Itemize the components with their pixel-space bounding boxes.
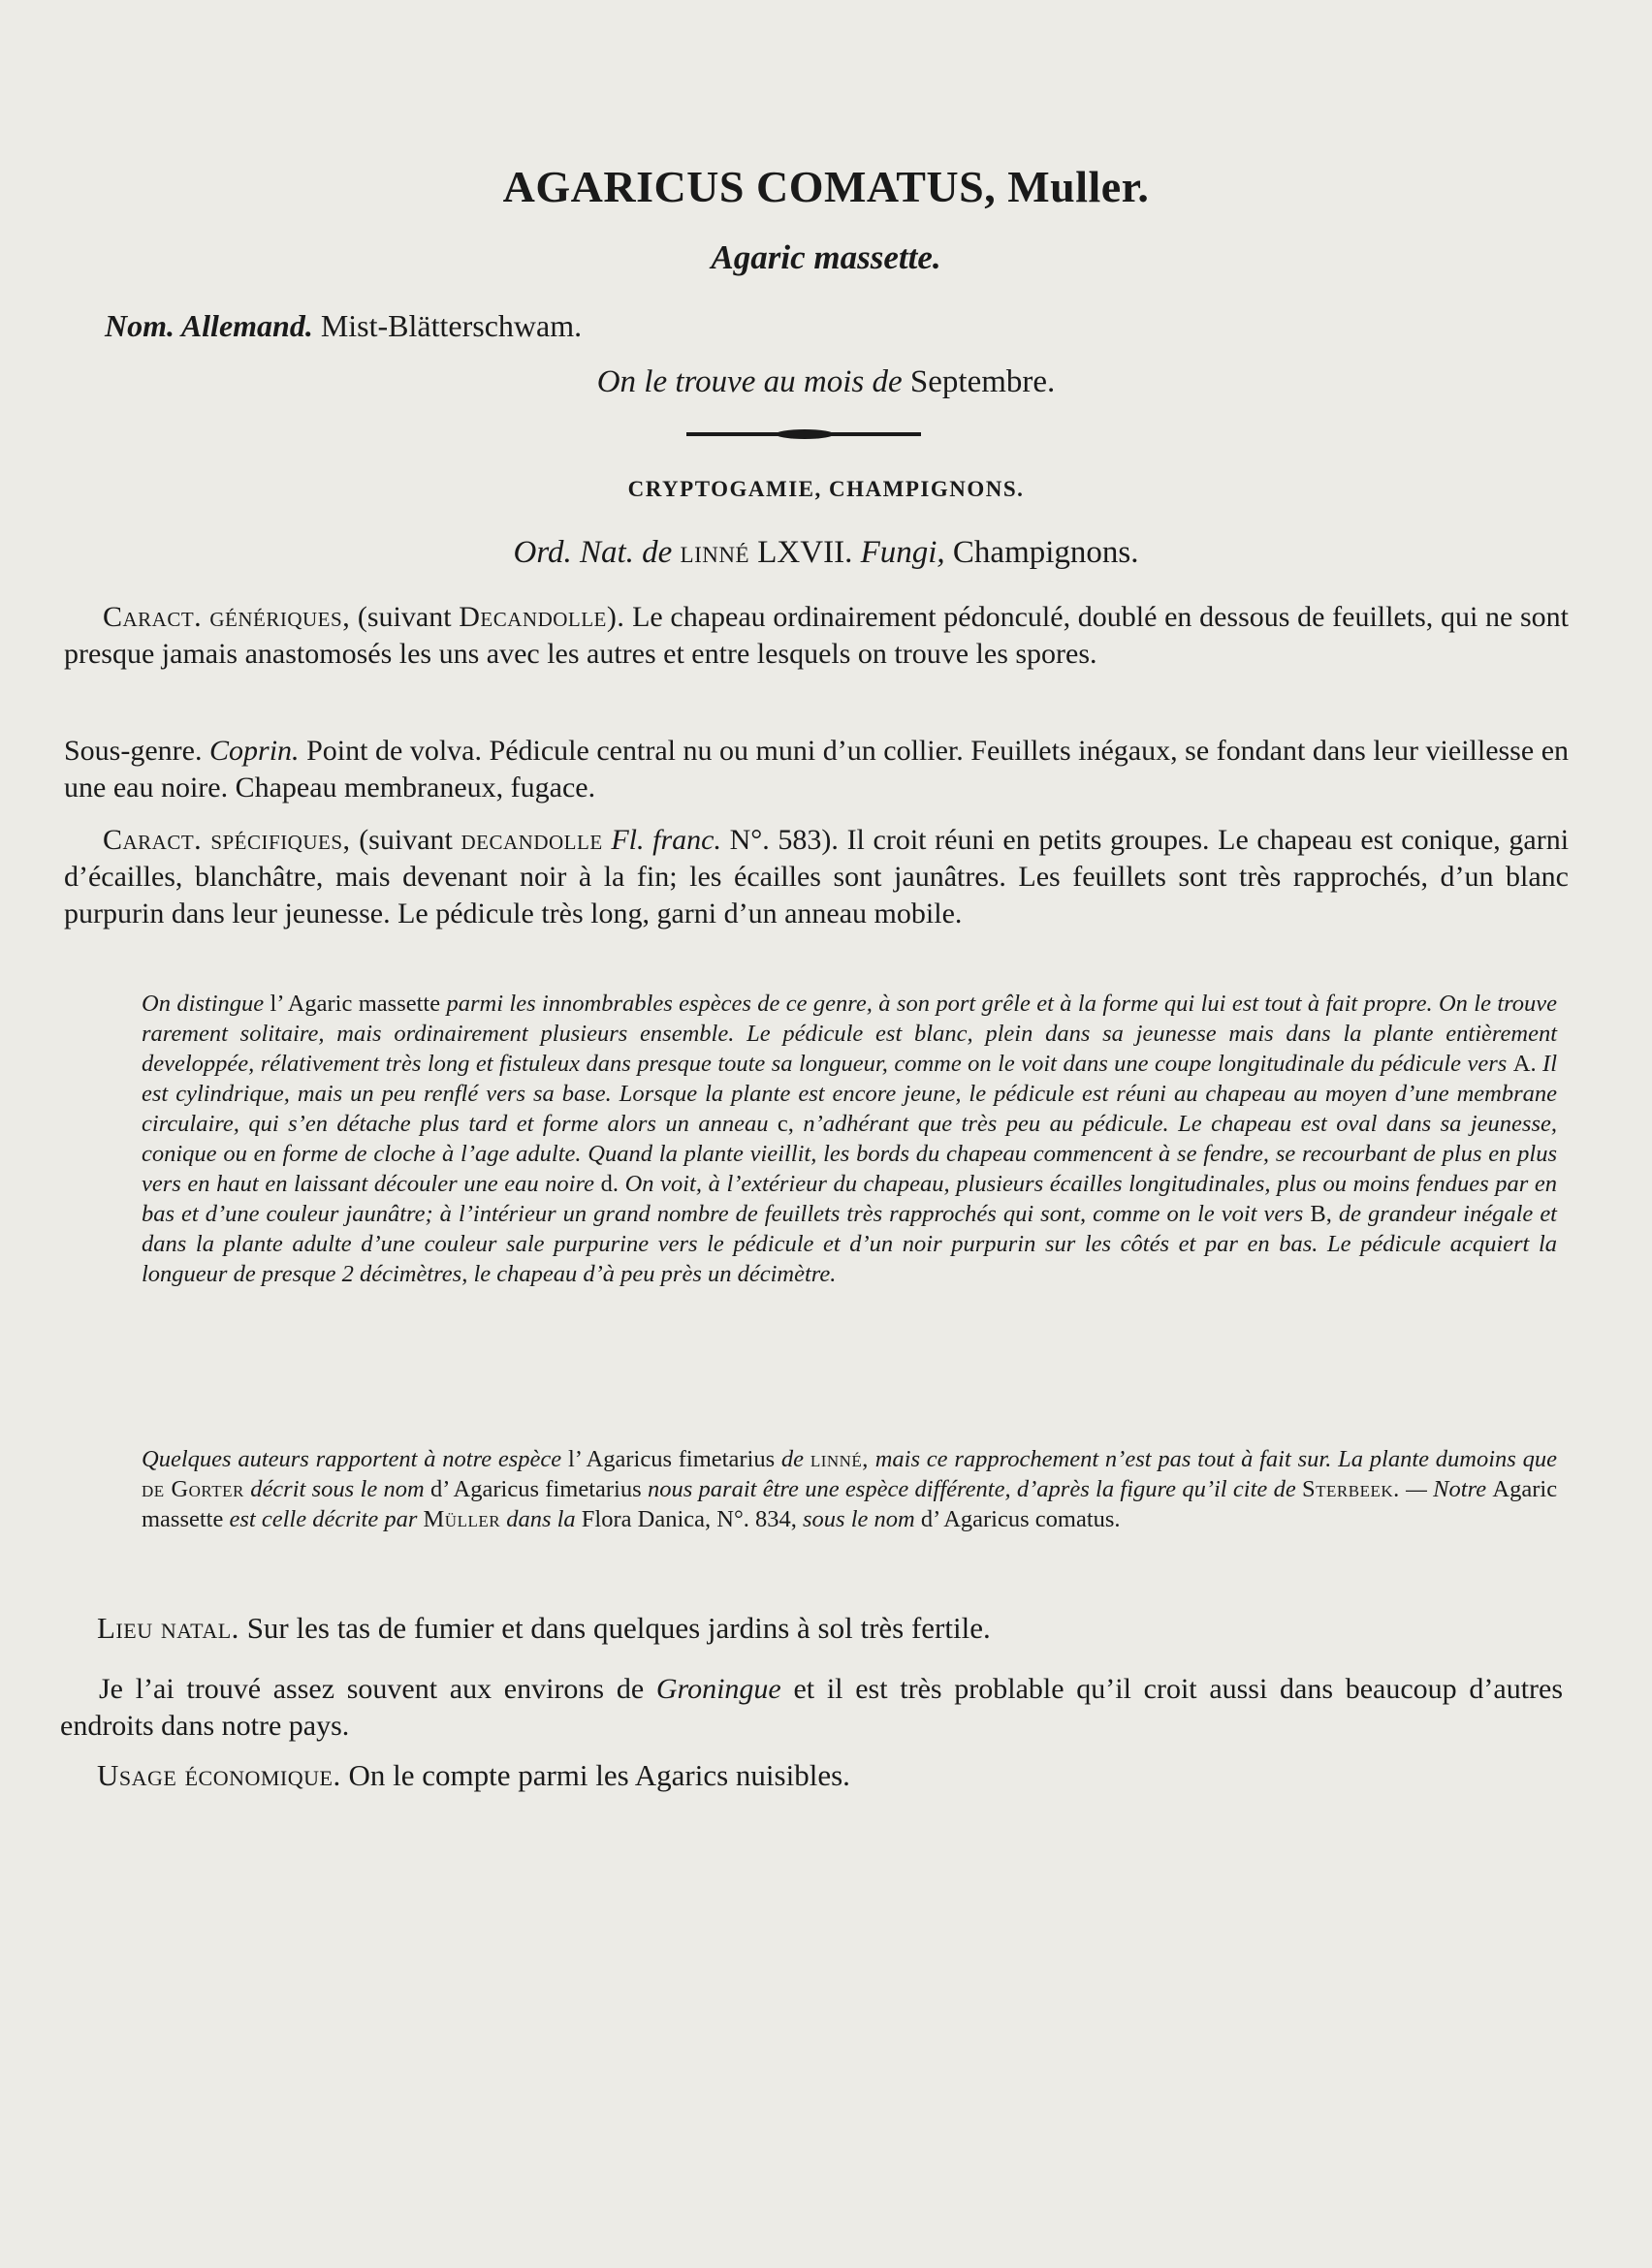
generic-source: (suivant [357, 601, 452, 633]
note1-k: de grandeur inégale et dans la plante adulte d’une couleur sale purpurine vers le pédicule et d’un noir purpurin sur les côtés et par en bas. Le pédicule acquiert la longueur de presque 2 décimètres, le chapeau d’à peu près un décimètre. [142, 1201, 1557, 1287]
note2-a: Quelques auteurs rapportent à notre espèce [142, 1446, 562, 1472]
generic-label: Caract. génériques, [103, 601, 351, 633]
ord-prefix: Ord. Nat. de [513, 535, 673, 570]
found-month-label: On le trouve au mois de [596, 364, 903, 399]
specific-text: Il croit réuni en petits groupes. Le chapeau est conique, garni d’écailles, blanchâtre, mais devenant noir à la fin; les écailles sont jaunâtres. Les feuillets sont très rapprochés, d’un blanc purpurin dans leur jeunesse. Le pédicule très long, garni d’un anneau mobile. [64, 824, 1570, 929]
generic-characters [64, 599, 1569, 673]
native-place [97, 1611, 991, 1646]
specific-source: (suivant [359, 824, 453, 856]
note2-e: mais ce rapprochement n’est pas tout à fait sur. La plante dumoins que [874, 1446, 1558, 1472]
notes-paragraph-1 [142, 989, 1557, 1289]
note2-o: dans la [506, 1506, 576, 1532]
found-locations-b: et il est très problable qu’il croit aussi dans beaucoup d’autres endroits dans notre pays. [60, 1673, 1564, 1742]
note2-f: de Gorter [142, 1476, 244, 1502]
native-place-text: Sur les tas de fumier et dans quelques jardins à sol très fertile. [246, 1611, 991, 1645]
note1-i: On voit, à l’extérieur du chapeau, plusieurs écailles longitudinales, plus ou moins fendues par en bas et d’une couleur jaunâtre; à l’intérieur un grand nombre de feuillets très rapprochés qui sont, comme on le voit vers [142, 1171, 1558, 1227]
ord-fungi: Fungi, [860, 535, 945, 570]
note2-c: de [780, 1446, 805, 1472]
found-locations [60, 1671, 1563, 1745]
subgenus [64, 733, 1569, 806]
classification-class: CRYPTOGAMIE, CHAMPIGNONS. [627, 477, 1025, 501]
note2-k: — Notre [1406, 1476, 1487, 1502]
ord-name: Champignons. [952, 535, 1139, 570]
ord-linne: linné [680, 535, 750, 570]
note1-g: n’adhérant que très peu au pédicule. Le chapeau est oval dans sa jeunesse, conique ou en forme de cloche à l’age adulte. Quand la plante vieillit, les bords du chapeau commencent à se fendre, se recourbant de plus en plus vers en haut en laissant découler une eau noire [142, 1111, 1558, 1197]
subgenus-name: Coprin. [209, 735, 300, 767]
economic-use-text: On le compte parmi les Agarics nuisibles. [348, 1758, 850, 1792]
found-locations-place: Groningue [655, 1673, 781, 1705]
note1-c: parmi les innombrables espèces de ce genre, à son port grêle et à la forme qui lui est tout à fait propre. On le trouve rarement solitaire, mais ordinairement plusieurs ensemble. Le pédicule est blanc, plein dans sa jeunesse mais dans la plante entièrement developpée, rélativement très long et fistuleux dans presque toute sa longueur, comme on le voit dans une coupe longitudinale du pédicule vers [142, 991, 1557, 1077]
note2-m: est celle décrite par [229, 1506, 418, 1532]
note1-e: Il est cylindrique, mais un peu renflé vers sa base. Lorsque la plante est encore jeune, le pédicule est réuni au chapeau au moyen d’une membrane circulaire, qui s’en détache plus tard et forme alors un anneau [142, 1051, 1557, 1137]
notes-paragraph-2 [142, 1444, 1557, 1534]
german-name-label: Nom. Allemand. [105, 308, 313, 343]
generic-text: Le chapeau ordinairement pédonculé, doublé en dessous de feuillets, qui ne sont presque jamais anastomosés les uns avec les autres et entre lesquels on trouve les spores. [64, 601, 1569, 670]
german-name-value: Mist-Blätterschwam. [320, 308, 583, 343]
found-locations-a: Je l’ai trouvé assez souvent aux environs de [99, 1673, 645, 1705]
specific-label: Caract. spécifiques, [103, 824, 351, 856]
subgenus-text: Point de volva. Pédicule central nu ou muni d’un collier. Feuillets inégaux, se fondant dans leur vieillesse en une eau noire. Chapeau membraneux, fugace. [64, 735, 1570, 803]
note1-j: B, [1310, 1201, 1332, 1227]
note1-h: d. [600, 1171, 619, 1197]
note2-h: d’ Agaricus fimetarius [430, 1476, 642, 1502]
specific-characters [64, 822, 1569, 932]
found-month-value: Septembre. [909, 364, 1056, 399]
specific-ref: Fl. franc. [611, 824, 721, 856]
natural-order [0, 535, 1652, 571]
common-name: Agaric massette. [711, 238, 941, 276]
note2-j: Sterbeek. [1302, 1476, 1400, 1502]
note2-p: Flora Danica, [581, 1506, 712, 1532]
note2-g: décrit sous le nom [250, 1476, 425, 1502]
specific-author: decandolle [461, 824, 603, 856]
note1-b: l’ Agaric massette [270, 991, 441, 1017]
economic-use-label: Usage économique. [97, 1758, 341, 1792]
note2-n: Müller [423, 1506, 501, 1532]
page-title: AGARICUS COMATUS, Muller. [502, 162, 1150, 211]
note1-d: A. [1512, 1051, 1537, 1077]
note2-i: nous parait être une espèce différente, d’après la figure qu’il cite de [647, 1476, 1296, 1502]
note2-r: sous le nom [803, 1506, 915, 1532]
ornamental-rule-center [776, 429, 834, 439]
note1-f: c, [777, 1111, 794, 1137]
ord-number: LXVII. [757, 535, 853, 570]
german-name [105, 308, 582, 344]
found-month [0, 364, 1652, 400]
economic-use [97, 1758, 850, 1793]
note2-q: N°. 834, [716, 1506, 797, 1532]
note2-l: Agaric massette [142, 1476, 1558, 1532]
note2-b: l’ Agaricus fimetarius [567, 1446, 776, 1472]
note2-d: linné, [810, 1446, 869, 1472]
subgenus-label: Sous-genre. [64, 735, 203, 767]
generic-author: Decandolle). [459, 601, 625, 633]
note2-s: d’ Agaricus comatus. [920, 1506, 1121, 1532]
specific-ref-number: N°. 583). [729, 824, 839, 856]
native-place-label: Lieu natal. [97, 1611, 239, 1645]
note1-a: On distingue [142, 991, 265, 1017]
